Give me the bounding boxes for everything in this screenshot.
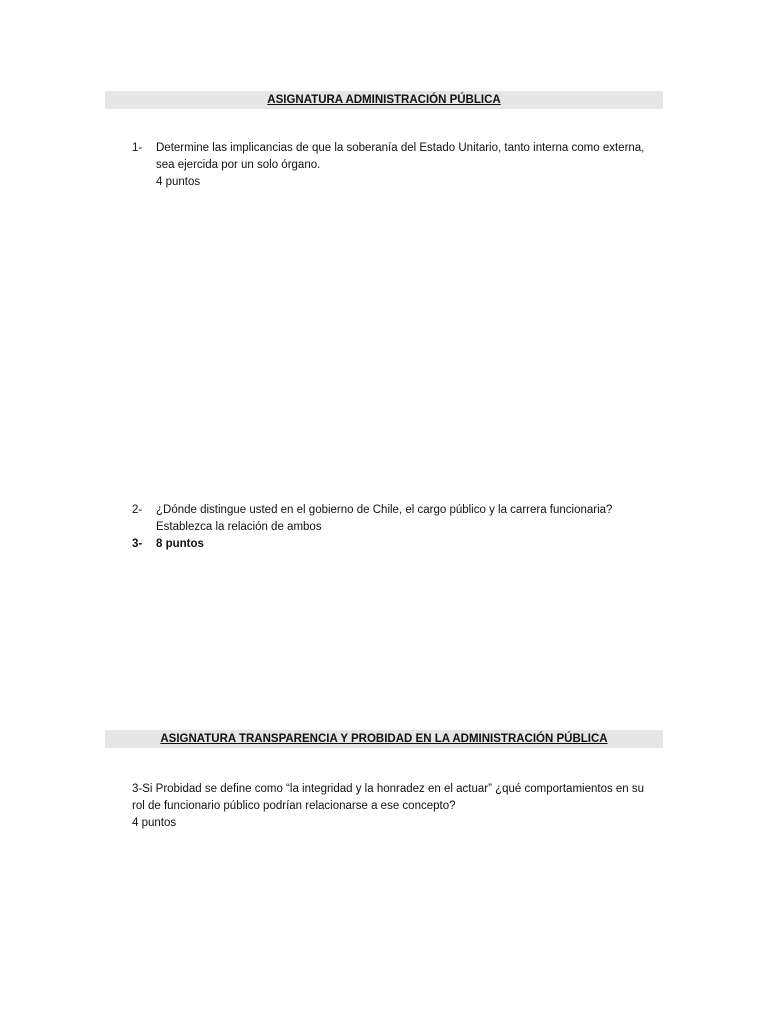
question-3-text-line-1: 3-Si Probidad se define como “la integridad y la honradez en el actuar” ¿qué comportamientos en su: [132, 783, 645, 795]
section-heading-transparencia: ASIGNATURA TRANSPARENCIA Y PROBIDAD EN LA ADMINISTRACIÓN PÚBLICA: [105, 730, 663, 748]
question-2-points: 8 puntos: [156, 538, 204, 550]
question-1-number: 1-: [132, 142, 143, 154]
question-3-text-line-2: rol de funcionario público podrían relacionarse a ese concepto?: [132, 800, 456, 812]
question-2-number: 2-: [132, 504, 143, 516]
question-1-body: [156, 140, 656, 191]
question-3-points: 4 puntos: [132, 817, 177, 829]
question-3: [132, 781, 652, 832]
question-1-text-line-1: Determine las implicancias de que la soberanía del Estado Unitario, tanto interna como externa,: [156, 142, 645, 154]
question-2-text-line-2: Establezca la relación de ambos: [156, 521, 322, 533]
question-1-points: 4 puntos: [156, 176, 201, 188]
question-2-text-line-1: ¿Dónde distingue usted en el gobierno de Chile, el cargo público y la carrera funcionaria?: [156, 504, 613, 516]
question-2-body: [156, 502, 656, 536]
question-1-text-line-2: sea ejercida por un solo órgano.: [156, 159, 321, 171]
section-heading-administracion: ASIGNATURA ADMINISTRACIÓN PÚBLICA: [105, 91, 663, 109]
question-2-points-number: 3-: [132, 538, 143, 550]
